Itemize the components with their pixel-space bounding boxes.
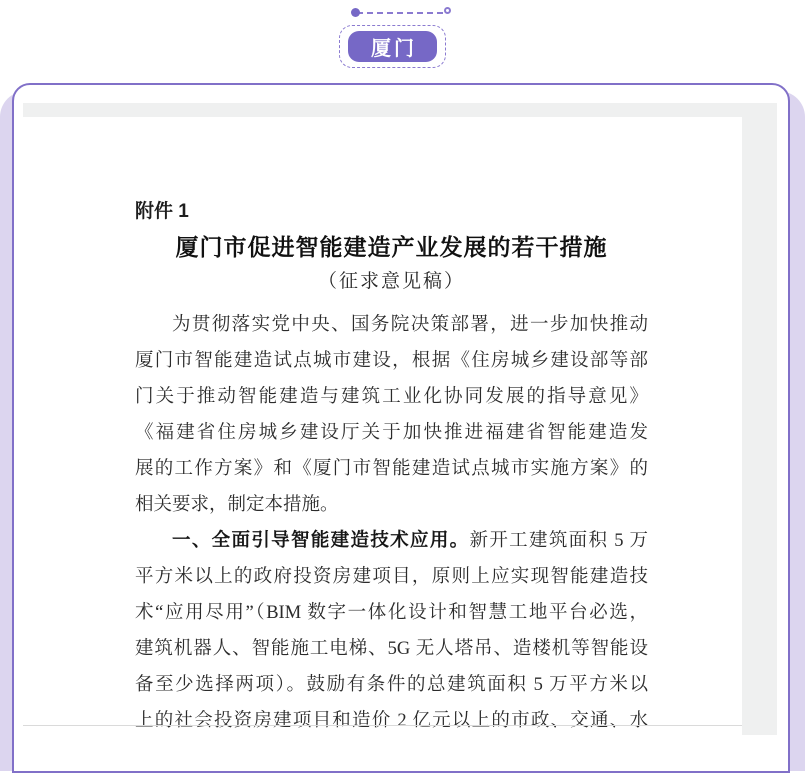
header-connector — [353, 8, 447, 18]
text-run: 新开工建筑面积 5 万 — [469, 531, 648, 551]
document-title: 厦门市促进智能建造产业发展的若干措施 — [175, 235, 608, 260]
dot-icon — [351, 8, 360, 17]
text-line: 建筑机器人、智能施工电梯、5G 无人塔吊、造楼机等智能设 — [135, 639, 648, 659]
document-paragraphs — [135, 307, 648, 735]
text-line: 厦门市智能建造试点城市建设，根据《住房城乡建设部等部 — [135, 351, 648, 371]
ring-icon — [444, 7, 451, 14]
document-subtitle: （征求意见稿） — [317, 271, 465, 292]
city-badge-frame — [339, 25, 446, 68]
document-canvas — [23, 103, 777, 735]
city-badge[interactable]: 厦门 — [348, 31, 437, 62]
text-line: 为贯彻落实党中央、国务院决策部署，进一步加快推动 — [172, 315, 648, 335]
text-line: 上的社会投资房建项目和造价 2 亿元以上的市政、交通、水 — [135, 711, 648, 731]
page-break-divider — [23, 725, 742, 726]
text-line: 相关要求，制定本措施。 — [135, 495, 339, 515]
text-line — [135, 523, 648, 559]
page-header — [0, 0, 805, 82]
text-line: 平方米以上的政府投资房建项目，原则上应实现智能建造技 — [135, 567, 648, 587]
dashed-line — [357, 12, 443, 14]
text-line: 术“应用尽用”（BIM 数字一体化设计和智慧工地平台必选， — [135, 603, 648, 623]
text-line: 备至少选择两项）。鼓励有条件的总建筑面积 5 万平方米以 — [135, 675, 648, 695]
text-line: 《福建省住房城乡建设厅关于加快推进福建省智能建造发 — [135, 423, 648, 443]
text-line: 门关于推动智能建造与建筑工业化协同发展的指导意见》 — [135, 387, 648, 407]
document-page — [23, 117, 742, 735]
document-body — [23, 117, 742, 735]
content-card — [12, 83, 790, 773]
text-line: 展的工作方案》和《厦门市智能建造试点城市实施方案》的 — [135, 459, 648, 479]
attachment-label: 附件 1 — [135, 201, 189, 222]
section-heading: 一、全面引导智能建造技术应用。 — [172, 531, 470, 551]
